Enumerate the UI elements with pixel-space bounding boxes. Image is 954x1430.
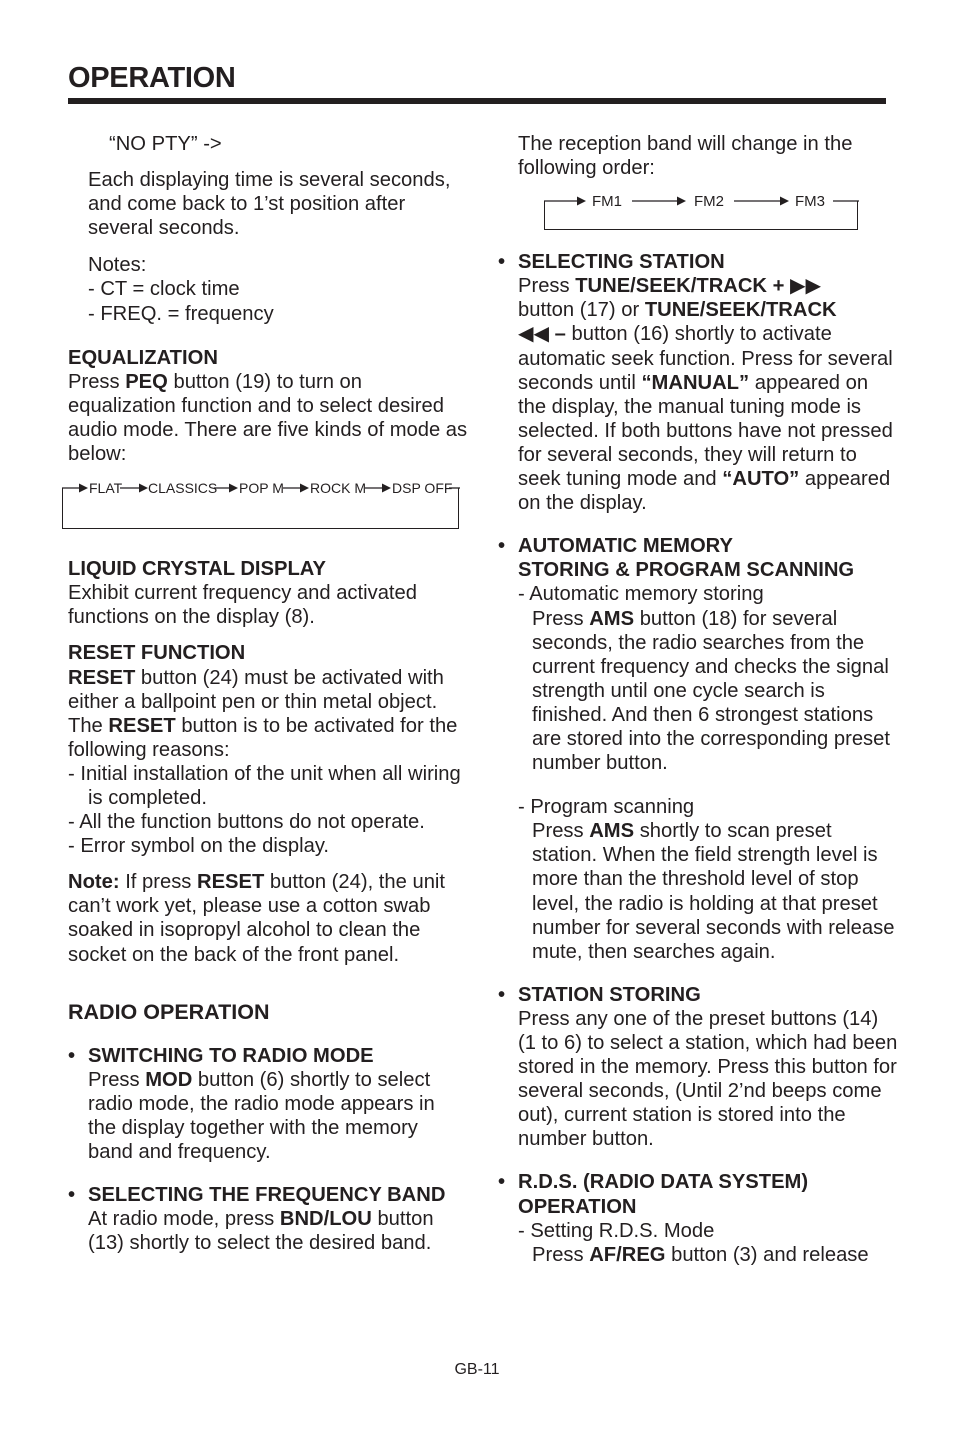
eq-mode-dsp-off: DSP OFF [392, 480, 453, 497]
band-text: At radio mode, press BND/LOU button (13) shortly to select the desired band. [88, 1208, 434, 1255]
bullet: • [498, 983, 506, 1006]
ams-section [498, 534, 898, 964]
no-pty-line: “NO PTY” -> [109, 133, 222, 155]
lcd-heading: LIQUID CRYSTAL DISPLAY [68, 558, 326, 581]
eq-mode-rock: ROCK M [310, 480, 366, 497]
lcd-text: Exhibit current frequency and activated functions on the display (8). [68, 582, 417, 629]
reset-heading: RESET FUNCTION [68, 642, 246, 665]
station-text: Press TUNE/SEEK/TRACK + ▶▶ button (17) or TUNE/SEEK/TRACK ◀◀ – button (16) shortly to activate automatic seek function. Press for several seconds until “MANUAL” appeared on the display, the manual tuning mode is selected. If both buttons have not pressed for several seconds, they will return to seek tuning mode and “AUTO” appeared on the display. [518, 275, 893, 515]
ams-scanning-text: Press AMS shortly to scan preset station. When the field strength level is more than the threshold level of stop level, the radio is holding at that preset number for several seconds with release mute, then searches again. [532, 820, 895, 963]
storing-text: Press any one of the preset buttons (14) (1 to 6) to select a station, which had been stored in the memory. Press this button for several seconds, (Until 2’nd beeps come out), current station is stored into the number button. [518, 1007, 898, 1151]
reset-text-2: The RESET button is to be activated for the following reasons: [68, 714, 458, 761]
ams-heading-1: AUTOMATIC MEMORY [518, 535, 733, 558]
display-time-text: Each displaying time is several seconds, and come back to 1’st position after several seconds. [88, 169, 451, 240]
rds-sub: - Setting R.D.S. Mode [518, 1219, 715, 1242]
band-fm2: FM2 [694, 193, 724, 211]
right-column [498, 132, 898, 1267]
switching-radio-mode-section [68, 1044, 468, 1164]
frequency-band-section [68, 1183, 468, 1255]
switching-heading: SWITCHING TO RADIO MODE [88, 1044, 374, 1067]
band-order-diagram [544, 193, 858, 230]
bullet: • [68, 1044, 76, 1067]
eq-mode-classics: CLASSICS [148, 480, 218, 497]
eq-mode-flow [62, 476, 462, 496]
ams-heading-2: STORING & PROGRAM SCANNING [518, 559, 855, 582]
rds-text: Press AF/REG button (3) and release [532, 1243, 869, 1266]
rds-section [498, 1170, 898, 1266]
ams-sub-scanning: - Program scanning [518, 796, 695, 819]
ams-sub-memory: - Automatic memory storing [518, 583, 764, 606]
left-column [68, 132, 468, 1255]
eq-mode-flat: FLAT [89, 480, 123, 497]
reset-note: Note: If press RESET button (24), the unit can’t work yet, please use a cotton swab soaked in isopropyl alcohol to clean the socket on the back of the front panel. [68, 871, 446, 966]
page-title: OPERATION [68, 62, 236, 94]
reset-reason: - Error symbol on the display. [68, 835, 330, 858]
rds-heading: R.D.S. (RADIO DATA SYSTEM) OPERATION [518, 1171, 809, 1218]
reset-text-1: RESET button (24) must be activated with either a ballpoint pen or thin metal object. [68, 666, 444, 713]
note-item: - FREQ. = frequency [88, 302, 274, 325]
reset-reason: - Initial installation of the unit when all wiring is completed. [68, 762, 461, 809]
selecting-station-section [498, 250, 898, 515]
title-rule [68, 98, 886, 104]
radio-operation-heading: RADIO OPERATION [68, 999, 270, 1024]
bullet: • [68, 1184, 76, 1207]
equalization-text: Press PEQ button (19) to turn on equalization function and to select desired audio mode. There are five kinds of mode as below: [68, 370, 468, 466]
switching-text: Press MOD button (6) shortly to select radio mode, the radio mode appears in the display together with the memory band and frequency. [88, 1068, 435, 1164]
bullet: • [498, 251, 506, 274]
station-storing-section [498, 983, 898, 1152]
eq-mode-pop: POP M [239, 480, 284, 497]
storing-heading: STATION STORING [518, 983, 701, 1006]
notes-label: Notes: [88, 254, 147, 277]
bullet: • [498, 1171, 506, 1194]
bullet: • [498, 535, 506, 558]
band-fm3: FM3 [795, 193, 825, 211]
station-heading: SELECTING STATION [518, 251, 725, 274]
band-heading: SELECTING THE FREQUENCY BAND [88, 1184, 446, 1207]
band-fm1: FM1 [592, 193, 622, 211]
eq-mode-diagram [62, 480, 459, 529]
ams-memory-text: Press AMS button (18) for several seconds, the radio searches from the current frequency and checks the signal strength until one cycle search is finished. And then 6 strongest stations are stored into the corresponding preset number button. [532, 607, 890, 775]
reception-text: The reception band will change in the following order: [518, 133, 853, 180]
page-number: GB-11 [454, 1361, 500, 1378]
note-item: - CT = clock time [88, 278, 240, 301]
reset-reason: - All the function buttons do not operate. [68, 811, 425, 834]
band-order-flow [544, 189, 864, 209]
equalization-heading: EQUALIZATION [68, 346, 218, 369]
